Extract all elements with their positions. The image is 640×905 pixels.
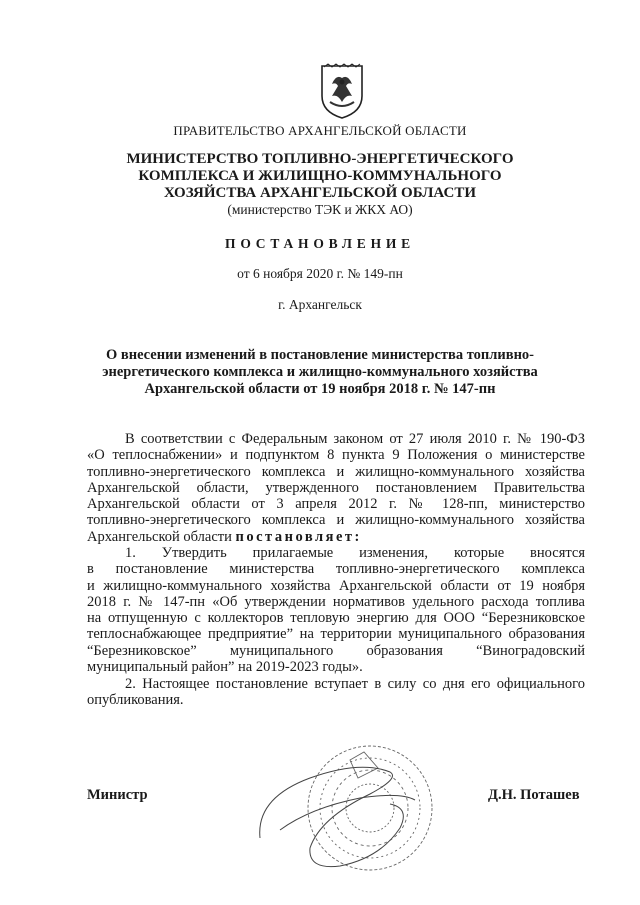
signatory-role: Министр xyxy=(87,787,148,803)
preamble-line: Архангельской области, утвержденного постановлением Правительства xyxy=(87,479,585,496)
preamble-line: В соответствии с Федеральным законом от 27 июля 2010 г. № 190-ФЗ xyxy=(125,431,585,447)
subject-line: О внесении изменений в постановление министерства топливно- xyxy=(105,347,535,363)
ministry-title-line: КОМПЛЕКСА И ЖИЛИЩНО-КОММУНАЛЬНОГО xyxy=(138,168,502,184)
preamble-line: Архангельской области от 3 апреля 2012 г. № 128-пп, министерство xyxy=(87,496,585,513)
item-2-line: 2. Настоящее постановление вступает в силу со дня его официального xyxy=(125,676,585,692)
item-2-line: опубликования. xyxy=(87,692,184,709)
document-type: ПОСТАНОВЛЕНИЕ xyxy=(225,236,415,251)
document-date-number: от 6 ноября 2020 г. № 149-пн xyxy=(237,266,403,281)
subject-line: Архангельской области от 19 ноября 2018 г. № 147-пн xyxy=(144,381,496,397)
preamble-line: топливно-энергетического комплекса и жилищно-коммунального хозяйства xyxy=(87,463,585,480)
subject-line: энергетического комплекса и жилищно-коммунального хозяйства xyxy=(102,364,538,380)
preamble-line xyxy=(87,529,585,545)
signatory-name: Д.Н. Поташев xyxy=(488,787,580,803)
item-1-line: муниципальный район” на 2019-2023 годы». xyxy=(87,659,363,676)
document-subject xyxy=(0,347,640,398)
item-1-line: на отпущенную с коллекторов тепловую энергию для ООО “Березниковское xyxy=(87,610,585,627)
ministry-title xyxy=(0,151,640,202)
preamble-paragraph xyxy=(87,431,585,545)
item-1-paragraph xyxy=(87,545,585,675)
item-1-line: 1. Утвердить прилагаемые изменения, которые вносятся xyxy=(125,545,585,561)
item-1-line: 2018 г. № 147-пн «Об утверждении нормативов удельного расхода топлива xyxy=(87,593,585,610)
item-1-line: “Березниковское” муниципального образования “Виноградовский xyxy=(87,642,585,659)
ministry-title-line: МИНИСТЕРСТВО ТОПЛИВНО-ЭНЕРГЕТИЧЕСКОГО xyxy=(126,151,514,167)
item-2-paragraph xyxy=(87,676,585,709)
ministry-short-name: (министерство ТЭК и ЖКХ АО) xyxy=(227,202,413,217)
document-city: г. Архангельск xyxy=(278,297,362,312)
handwritten-signature-icon xyxy=(260,767,415,866)
ministry-title-line: ХОЗЯЙСТВА АРХАНГЕЛЬСКОЙ ОБЛАСТИ xyxy=(163,185,477,201)
preamble-last-text: Архангельской области xyxy=(87,528,232,545)
item-1-line: теплоснабжающее предприятие” на территории муниципального образования xyxy=(87,626,585,643)
government-title: ПРАВИТЕЛЬСТВО АРХАНГЕЛЬСКОЙ ОБЛАСТИ xyxy=(173,123,467,138)
coat-of-arms-icon xyxy=(318,62,366,120)
preamble-line: топливно-энергетического комплекса и жилищно-коммунального хозяйства xyxy=(87,512,585,529)
decree-word: постановляет: xyxy=(235,528,362,545)
preamble-line: «О теплоснабжении» и подпунктом 8 пункта 9 Положения о министерстве xyxy=(87,447,585,464)
official-seal-stamp-icon xyxy=(250,738,445,878)
item-1-line: в постановление министерства топливно-энергетического комплекса xyxy=(87,561,585,578)
item-1-line: и жилищно-коммунального хозяйства Архангельской области от 19 ноября xyxy=(87,577,585,594)
